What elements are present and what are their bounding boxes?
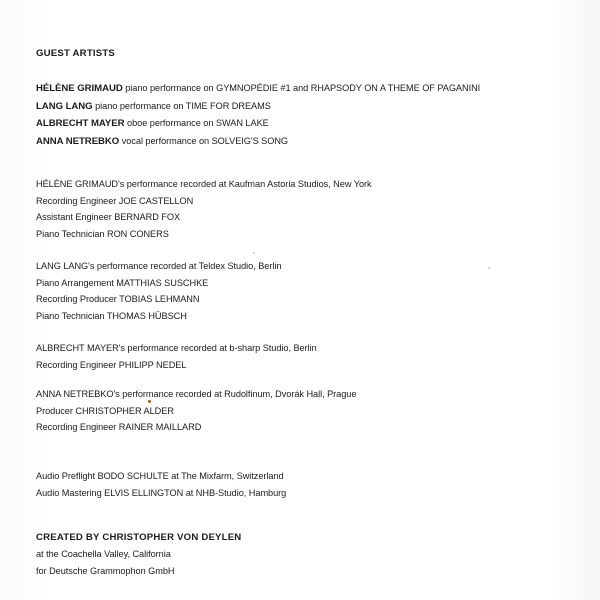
guest-artist-entry: [36, 98, 576, 116]
guest-artist-name: ALBRECHT MAYER: [36, 118, 125, 129]
guest-artist-description: vocal performance on SOLVEIG'S SONG: [121, 135, 289, 146]
credit-line: Piano Arrangement MATTHIAS SUSCHKE: [36, 277, 209, 288]
paper-speck: [148, 400, 151, 403]
credit-line: Producer CHRISTOPHER ALDER: [36, 405, 174, 416]
mastering-credits: [36, 468, 576, 501]
credit-line: for Deutsche Grammophon GmbH: [36, 565, 175, 576]
guest-artists-list: [36, 80, 576, 150]
credit-line: ANNA NETREBKO's performance recorded at Rudolfinum, Dvorák Hall, Prague: [36, 389, 357, 399]
credit-line: Recording Engineer JOE CASTELLON: [36, 195, 194, 206]
credit-line: Audio Mastering ELVIS ELLINGTON at NHB-Studio, Hamburg: [36, 487, 287, 498]
guest-artist-entry: [36, 115, 576, 133]
credit-line: Recording Engineer RAINER MAILLARD: [36, 422, 202, 432]
credit-line: Audio Preflight BODO SCHULTE at The Mixfarm, Switzerland: [36, 471, 284, 481]
guest-artist-description: oboe performance on SWAN LAKE: [127, 118, 269, 128]
credit-line: Assistant Engineer BERNARD FOX: [36, 212, 181, 222]
guest-artist-entry: [36, 80, 576, 98]
credit-line: Piano Technician THOMAS HÜBSCH: [36, 310, 187, 321]
guest-artist-entry: [36, 133, 576, 151]
credit-line: Piano Technician RON CONERS: [36, 228, 169, 239]
recording-credit-grimaud: [36, 176, 576, 242]
credit-line: Recording Producer TOBIAS LEHMANN: [36, 294, 200, 304]
guest-artist-description: piano performance on TIME FOR DREAMS: [95, 100, 271, 111]
credit-line: LANG LANG's performance recorded at Teldex Studio, Berlin: [36, 261, 282, 271]
created-by-section: [36, 530, 576, 579]
recording-credit-netrebko: [36, 386, 576, 436]
guest-artist-name: LANG LANG: [36, 100, 93, 112]
guest-artists-heading: GUEST ARTISTS: [36, 48, 115, 59]
created-by-heading: CREATED BY CHRISTOPHER VON DEYLEN: [36, 532, 242, 543]
guest-artists-section-heading: [36, 46, 576, 62]
recording-credit-mayer: [36, 340, 576, 373]
paper-speck: [253, 252, 255, 254]
credit-line: at the Coachella Valley, California: [36, 549, 171, 559]
guest-artist-name: HÉLÈNE GRIMAUD: [36, 83, 123, 94]
guest-artist-name: ANNA NETREBKO: [36, 135, 120, 147]
paper-speck: [488, 267, 490, 269]
guest-artist-description: piano performance on GYMNOPÉDIE #1 and RHAPSODY ON A THEME OF PAGANINI: [125, 83, 481, 93]
credit-line: Recording Engineer PHILIPP NEDEL: [36, 359, 187, 370]
credit-line: ALBRECHT MAYER's performance recorded at b-sharp Studio, Berlin: [36, 343, 317, 353]
credit-line: HÉLÈNE GRIMAUD's performance recorded at Kaufman Astoria Studios, New York: [36, 179, 372, 189]
recording-credit-lang-lang: [36, 258, 576, 324]
